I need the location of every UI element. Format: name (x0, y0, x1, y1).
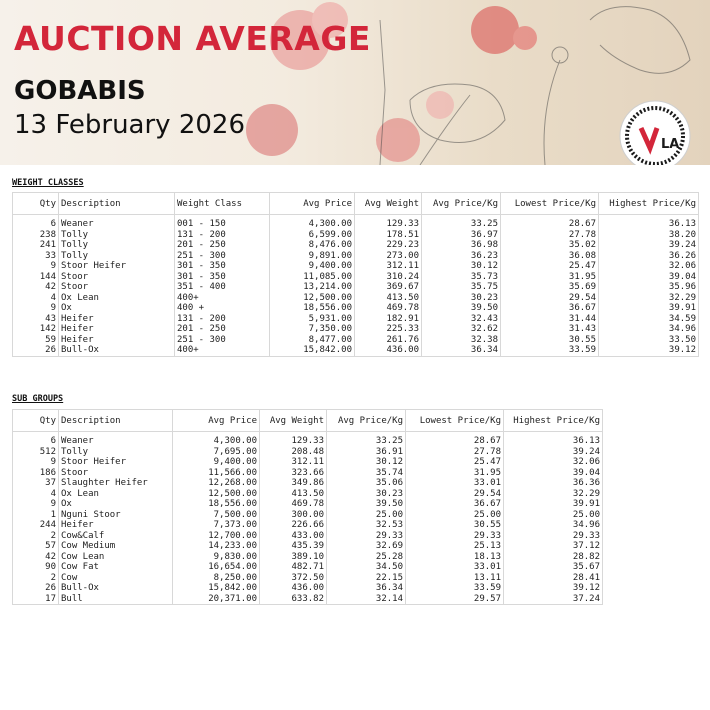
table-cell: 32.69 (327, 541, 406, 552)
table-row (13, 293, 699, 304)
table-row (13, 230, 699, 241)
table-cell: 36.34 (422, 345, 501, 356)
table-cell: 26 (13, 583, 59, 594)
table-cell: 225.33 (355, 324, 422, 335)
table-cell: 32.29 (599, 293, 699, 304)
table-cell: 301 - 350 (175, 261, 270, 272)
table-cell: 17 (13, 594, 59, 605)
column-header: Description (59, 410, 173, 432)
table-cell: 389.10 (260, 552, 327, 563)
table-cell: 36.23 (422, 251, 501, 262)
table-cell: 208.48 (260, 447, 327, 458)
table-cell: 30.12 (327, 457, 406, 468)
column-header: Description (59, 193, 175, 215)
table-cell: Slaughter Heifer (59, 478, 173, 489)
table-cell: 38.20 (599, 230, 699, 241)
table-cell: Tolly (59, 447, 173, 458)
table-row (13, 282, 699, 293)
table-cell: 28.41 (504, 573, 603, 584)
table-cell: Bull (59, 594, 173, 605)
table-row (13, 489, 603, 500)
table-cell: 9 (13, 499, 59, 510)
table-cell: 36.13 (504, 432, 603, 447)
table-cell: 4 (13, 489, 59, 500)
table-cell: 25.13 (406, 541, 504, 552)
table-cell: 129.33 (260, 432, 327, 447)
table-cell: 35.96 (599, 282, 699, 293)
table-cell: Weaner (59, 432, 173, 447)
table-cell: 29.33 (327, 531, 406, 542)
table-cell: Tolly (59, 251, 175, 262)
table-cell: 34.59 (599, 314, 699, 325)
table-cell: 36.08 (501, 251, 599, 262)
table-cell: 25.00 (406, 510, 504, 521)
table-row (13, 251, 699, 262)
table-cell: 31.95 (406, 468, 504, 479)
table-cell: 33 (13, 251, 59, 262)
sub-groups-table (12, 409, 603, 605)
table-cell: Ox Lean (59, 489, 173, 500)
table-cell: Bull-Ox (59, 583, 173, 594)
table-cell: 39.91 (599, 303, 699, 314)
column-header: Avg Price/Kg (422, 193, 501, 215)
table-cell: 34.50 (327, 562, 406, 573)
table-cell: 32.29 (504, 489, 603, 500)
table-cell: 251 - 300 (175, 251, 270, 262)
table-cell: 312.11 (355, 261, 422, 272)
table-cell: 29.33 (504, 531, 603, 542)
table-row (13, 324, 699, 335)
table-cell: 7,500.00 (173, 510, 260, 521)
table-cell: 35.06 (327, 478, 406, 489)
table-row (13, 573, 603, 584)
column-header: Avg Price (270, 193, 355, 215)
table-cell: 351 - 400 (175, 282, 270, 293)
table-row (13, 272, 699, 283)
table-cell: Heifer (59, 335, 175, 346)
table-row (13, 510, 603, 521)
table-cell: 9 (13, 457, 59, 468)
table-cell: 33.01 (406, 478, 504, 489)
auction-location: GOBABIS (14, 76, 146, 106)
header-banner (0, 0, 710, 165)
table-cell: 32.06 (599, 261, 699, 272)
table-cell: 36.98 (422, 240, 501, 251)
table-cell: 4 (13, 293, 59, 304)
table-cell: 31.95 (501, 272, 599, 283)
table-cell: 312.11 (260, 457, 327, 468)
table-cell: 633.82 (260, 594, 327, 605)
table-row (13, 520, 603, 531)
table-cell: 32.06 (504, 457, 603, 468)
table-cell: 34.96 (599, 324, 699, 335)
table-cell: 18,556.00 (270, 303, 355, 314)
column-header: Lowest Price/Kg (501, 193, 599, 215)
table-row (13, 215, 699, 230)
table-cell: 413.50 (355, 293, 422, 304)
table-cell: Heifer (59, 314, 175, 325)
table-cell: 31.43 (501, 324, 599, 335)
table-cell: 28.82 (504, 552, 603, 563)
table-cell: 36.91 (327, 447, 406, 458)
table-cell: 36.26 (599, 251, 699, 262)
table-cell: 42 (13, 282, 59, 293)
table-cell: 29.54 (406, 489, 504, 500)
table-cell: 25.00 (327, 510, 406, 521)
table-cell: 400 + (175, 303, 270, 314)
table-cell: 43 (13, 314, 59, 325)
table-cell: 129.33 (355, 215, 422, 230)
table-cell: 6 (13, 432, 59, 447)
table-cell: 349.86 (260, 478, 327, 489)
table-cell: 9,400.00 (173, 457, 260, 468)
table-row (13, 303, 699, 314)
table-row (13, 335, 699, 346)
page-title: AUCTION AVERAGE (14, 19, 371, 58)
table-cell: 413.50 (260, 489, 327, 500)
table-cell: 13.11 (406, 573, 504, 584)
table-cell: 37.24 (504, 594, 603, 605)
table-cell: 32.14 (327, 594, 406, 605)
table-cell: Cow (59, 573, 173, 584)
column-header: Qty (13, 410, 59, 432)
table-cell: 28.67 (501, 215, 599, 230)
table-cell: 12,500.00 (173, 489, 260, 500)
table-cell: 30.12 (422, 261, 501, 272)
table-cell: 13,214.00 (270, 282, 355, 293)
table-cell: 29.33 (406, 531, 504, 542)
table-cell: Cow Fat (59, 562, 173, 573)
weight-classes-title: WEIGHT CLASSES (12, 178, 84, 188)
table-cell: 12,500.00 (270, 293, 355, 304)
table-cell: 22.15 (327, 573, 406, 584)
table-cell: Bull-Ox (59, 345, 175, 356)
table-cell: 28.67 (406, 432, 504, 447)
table-cell: 30.55 (406, 520, 504, 531)
table-cell: 436.00 (355, 345, 422, 356)
table-row (13, 531, 603, 542)
table-cell: 29.57 (406, 594, 504, 605)
table-cell: 436.00 (260, 583, 327, 594)
table-cell: 20,371.00 (173, 594, 260, 605)
table-cell: Ox (59, 303, 175, 314)
table-cell: 18,556.00 (173, 499, 260, 510)
table-cell: 29.54 (501, 293, 599, 304)
table-cell: 261.76 (355, 335, 422, 346)
table-cell: 144 (13, 272, 59, 283)
table-cell: 244 (13, 520, 59, 531)
table-cell: 36.13 (599, 215, 699, 230)
table-cell: Heifer (59, 520, 173, 531)
table-cell: 39.24 (504, 447, 603, 458)
table-cell: 30.23 (327, 489, 406, 500)
table-cell: 39.91 (504, 499, 603, 510)
table-cell: 310.24 (355, 272, 422, 283)
table-cell: 8,477.00 (270, 335, 355, 346)
table-cell: 9,400.00 (270, 261, 355, 272)
table-cell: 5,931.00 (270, 314, 355, 325)
table-cell: 201 - 250 (175, 240, 270, 251)
table-row (13, 594, 603, 605)
table-cell: 15,842.00 (270, 345, 355, 356)
table-cell: 35.74 (327, 468, 406, 479)
table-cell: 36.34 (327, 583, 406, 594)
table-cell: 4,300.00 (270, 215, 355, 230)
table-cell: 2 (13, 531, 59, 542)
sub-groups-title: SUB GROUPS (12, 394, 64, 404)
table-cell: 33.25 (327, 432, 406, 447)
table-cell: 300.00 (260, 510, 327, 521)
table-cell: 512 (13, 447, 59, 458)
table-cell: 35.75 (422, 282, 501, 293)
table-cell: 35.73 (422, 272, 501, 283)
column-header: Lowest Price/Kg (406, 410, 504, 432)
table-cell: 9,891.00 (270, 251, 355, 262)
table-cell: 36.67 (501, 303, 599, 314)
table-cell: Cow Medium (59, 541, 173, 552)
table-cell: 142 (13, 324, 59, 335)
table-cell: 178.51 (355, 230, 422, 241)
table-cell: 482.71 (260, 562, 327, 573)
table-cell: 186 (13, 468, 59, 479)
table-cell: 131 - 200 (175, 230, 270, 241)
table-cell: 182.91 (355, 314, 422, 325)
table-cell: 25.28 (327, 552, 406, 563)
table-cell: 25.47 (406, 457, 504, 468)
table-cell: 39.12 (504, 583, 603, 594)
table-cell: 32.43 (422, 314, 501, 325)
table-cell: 001 - 150 (175, 215, 270, 230)
table-cell: 301 - 350 (175, 272, 270, 283)
table-cell: 7,373.00 (173, 520, 260, 531)
table-cell: 37.12 (504, 541, 603, 552)
table-cell: 26 (13, 345, 59, 356)
table-row (13, 552, 603, 563)
table-cell: 11,085.00 (270, 272, 355, 283)
table-cell: Ox (59, 499, 173, 510)
table-cell: 39.50 (327, 499, 406, 510)
table-cell: 11,566.00 (173, 468, 260, 479)
table-cell: 36.36 (504, 478, 603, 489)
table-cell: Stoor (59, 272, 175, 283)
table-cell: 32.62 (422, 324, 501, 335)
table-cell: 16,654.00 (173, 562, 260, 573)
table-cell: 372.50 (260, 573, 327, 584)
table-cell: Cow Lean (59, 552, 173, 563)
table-cell: 33.01 (406, 562, 504, 573)
table-row (13, 261, 699, 272)
table-cell: 469.78 (260, 499, 327, 510)
table-cell: Stoor Heifer (59, 457, 173, 468)
table-row (13, 314, 699, 325)
table-cell: 33.25 (422, 215, 501, 230)
table-cell: 36.67 (406, 499, 504, 510)
table-cell: 251 - 300 (175, 335, 270, 346)
table-cell: 35.02 (501, 240, 599, 251)
svg-text:LA: LA (661, 137, 680, 152)
table-cell: 39.50 (422, 303, 501, 314)
table-cell: 241 (13, 240, 59, 251)
table-cell: 9,830.00 (173, 552, 260, 563)
table-cell: 8,476.00 (270, 240, 355, 251)
auction-date: 13 February 2026 (14, 110, 245, 140)
table-cell: 39.04 (599, 272, 699, 283)
table-cell: 433.00 (260, 531, 327, 542)
table-cell: 32.38 (422, 335, 501, 346)
table-cell: 8,250.00 (173, 573, 260, 584)
table-cell: Tolly (59, 230, 175, 241)
table-cell: 18.13 (406, 552, 504, 563)
table-cell: 238 (13, 230, 59, 241)
table-cell: 35.69 (501, 282, 599, 293)
table-cell: Heifer (59, 324, 175, 335)
table-cell: Tolly (59, 240, 175, 251)
table-cell: 32.53 (327, 520, 406, 531)
table-cell: Cow&Calf (59, 531, 173, 542)
table-cell: 435.39 (260, 541, 327, 552)
table-cell: 9 (13, 303, 59, 314)
column-header: Qty (13, 193, 59, 215)
table-row (13, 478, 603, 489)
table-cell: 12,700.00 (173, 531, 260, 542)
table-row (13, 240, 699, 251)
table-cell: 201 - 250 (175, 324, 270, 335)
table-cell: 6,599.00 (270, 230, 355, 241)
table-cell: 35.67 (504, 562, 603, 573)
table-cell: 33.50 (599, 335, 699, 346)
table-row (13, 447, 603, 458)
vla-logo (617, 98, 693, 165)
table-cell: 34.96 (504, 520, 603, 531)
table-row (13, 345, 699, 356)
table-cell: 400+ (175, 293, 270, 304)
table-cell: Stoor Heifer (59, 261, 175, 272)
column-header: Highest Price/Kg (504, 410, 603, 432)
table-cell: 4,300.00 (173, 432, 260, 447)
table-row (13, 583, 603, 594)
column-header: Avg Price/Kg (327, 410, 406, 432)
table-cell: 226.66 (260, 520, 327, 531)
table-cell: 59 (13, 335, 59, 346)
table-cell: Stoor (59, 468, 173, 479)
table-cell: 27.78 (406, 447, 504, 458)
column-header: Avg Weight (355, 193, 422, 215)
table-cell: 469.78 (355, 303, 422, 314)
table-cell: 14,233.00 (173, 541, 260, 552)
table-cell: 12,268.00 (173, 478, 260, 489)
table-cell: 57 (13, 541, 59, 552)
table-cell: 369.67 (355, 282, 422, 293)
table-cell: 273.00 (355, 251, 422, 262)
table-cell: 37 (13, 478, 59, 489)
table-cell: Nguni Stoor (59, 510, 173, 521)
table-cell: 39.12 (599, 345, 699, 356)
table-cell: 9 (13, 261, 59, 272)
table-cell: 25.47 (501, 261, 599, 272)
table-cell: 2 (13, 573, 59, 584)
table-row (13, 499, 603, 510)
column-header: Highest Price/Kg (599, 193, 699, 215)
table-cell: 33.59 (406, 583, 504, 594)
column-header: Avg Price (173, 410, 260, 432)
table-cell: 7,350.00 (270, 324, 355, 335)
table-cell: 6 (13, 215, 59, 230)
table-row (13, 457, 603, 468)
table-cell: Ox Lean (59, 293, 175, 304)
column-header: Weight Class (175, 193, 270, 215)
table-row (13, 432, 603, 447)
table-cell: 33.59 (501, 345, 599, 356)
table-cell: 7,695.00 (173, 447, 260, 458)
table-cell: 15,842.00 (173, 583, 260, 594)
table-cell: Weaner (59, 215, 175, 230)
table-cell: 229.23 (355, 240, 422, 251)
table-row (13, 541, 603, 552)
table-cell: 27.78 (501, 230, 599, 241)
table-cell: 31.44 (501, 314, 599, 325)
table-cell: 30.23 (422, 293, 501, 304)
table-row (13, 562, 603, 573)
table-cell: 25.00 (504, 510, 603, 521)
table-cell: 39.04 (504, 468, 603, 479)
table-cell: 400+ (175, 345, 270, 356)
table-cell: 39.24 (599, 240, 699, 251)
table-cell: Stoor (59, 282, 175, 293)
table-row (13, 468, 603, 479)
table-cell: 30.55 (501, 335, 599, 346)
table-cell: 42 (13, 552, 59, 563)
table-cell: 1 (13, 510, 59, 521)
weight-classes-table (12, 192, 699, 357)
table-cell: 90 (13, 562, 59, 573)
table-cell: 323.66 (260, 468, 327, 479)
column-header: Avg Weight (260, 410, 327, 432)
table-cell: 131 - 200 (175, 314, 270, 325)
table-cell: 36.97 (422, 230, 501, 241)
